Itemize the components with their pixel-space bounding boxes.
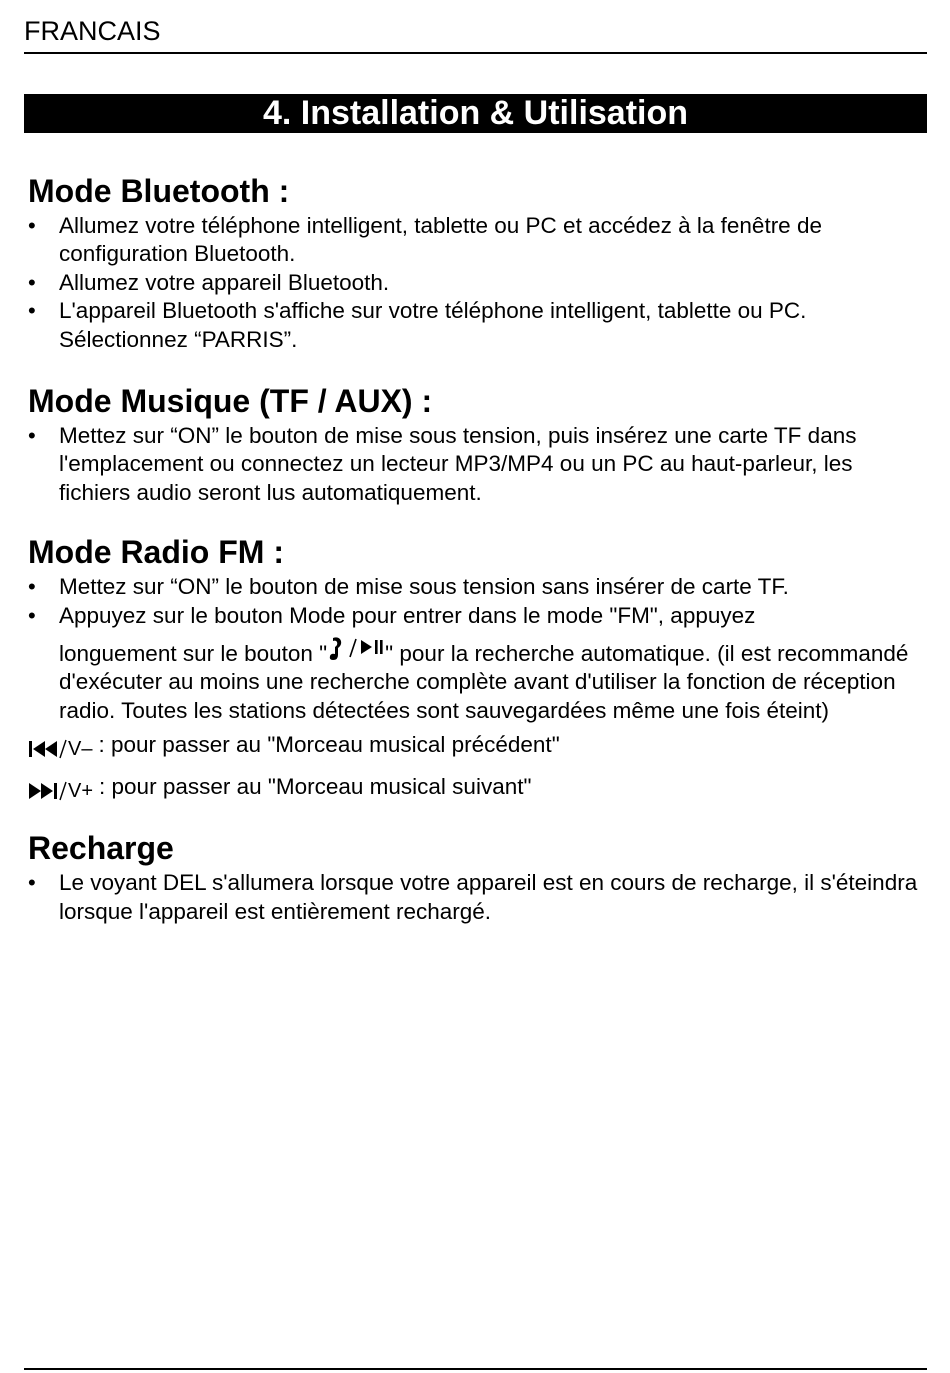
slash-icon — [58, 781, 68, 801]
mode-play-icon-group — [327, 635, 385, 661]
play-pause-icon — [359, 635, 385, 661]
list-item: • Le voyant DEL s'allumera lorsque votre appareil est en cours de recharge, il s'éteindra lorsque l'appareil est entièrement rechargé. — [28, 869, 923, 926]
list-item: • Allumez votre appareil Bluetooth. — [28, 269, 923, 297]
radio-item2-part2 — [59, 635, 923, 725]
slash-icon — [347, 635, 359, 661]
chapter-title: 4. Installation & Utilisation — [24, 94, 927, 133]
music-note-icon — [327, 635, 347, 661]
volume-plus-label: V+ — [68, 780, 94, 803]
next-track-icon — [28, 781, 58, 801]
next-track-text: : pour passer au "Morceau musical suivant" — [99, 774, 532, 800]
list-item: • L'appareil Bluetooth s'affiche sur votre téléphone intelligent, tablette ou PC. Sélectionnez “PARRIS”. — [28, 297, 923, 354]
page-header — [24, 14, 927, 54]
prev-track-text: : pour passer au "Morceau musical précédent" — [98, 732, 560, 758]
prev-track-line — [28, 731, 923, 759]
volume-minus-label: V– — [68, 738, 93, 761]
section-title-recharge: Recharge — [28, 830, 174, 867]
radio-item2-part3: " pour la recherche automatique. (il est recommandé d'exécuter au moins une recherche complète avant d'utiliser la fonction de réception radio. Toutes les stations détectées sont sauvegardées même une fois éteint) — [59, 641, 909, 723]
music-list — [28, 422, 923, 507]
next-icon-group — [28, 781, 93, 801]
recharge-list — [28, 869, 923, 926]
list-item: • Mettez sur “ON” le bouton de mise sous tension sans insérer de carte TF. — [28, 573, 923, 601]
section-title-radio: Mode Radio FM : — [28, 534, 284, 571]
section-recharge — [28, 827, 923, 926]
page-footer-rule — [24, 1368, 927, 1370]
section-title-music: Mode Musique (TF / AUX) : — [28, 383, 433, 420]
next-track-line — [28, 773, 923, 801]
bluetooth-list — [28, 212, 923, 354]
section-music — [28, 380, 923, 507]
list-item: • Mettez sur “ON” le bouton de mise sous tension, puis insérez une carte TF dans l'emplacement ou connectez un lecteur MP3/MP4 ou un PC au haut-parleur, les fichiers audio seront lus automatiquement. — [28, 422, 923, 507]
language-label: FRANCAIS — [24, 16, 161, 46]
radio-list — [28, 573, 923, 725]
content — [28, 170, 923, 926]
previous-track-icon — [28, 739, 58, 759]
radio-item2-part2-text: longuement sur le bouton " — [59, 641, 328, 667]
section-bluetooth — [28, 170, 923, 354]
section-radio — [28, 531, 923, 801]
radio-item2-part1: Appuyez sur le bouton Mode pour entrer dans le mode "FM", appuyez — [59, 602, 756, 628]
section-title-bluetooth: Mode Bluetooth : — [28, 173, 290, 209]
list-item-scan — [28, 602, 923, 726]
slash-icon — [58, 739, 68, 759]
prev-icon-group — [28, 739, 92, 759]
list-item: • Allumez votre téléphone intelligent, tablette ou PC et accédez à la fenêtre de configuration Bluetooth. — [28, 212, 923, 269]
